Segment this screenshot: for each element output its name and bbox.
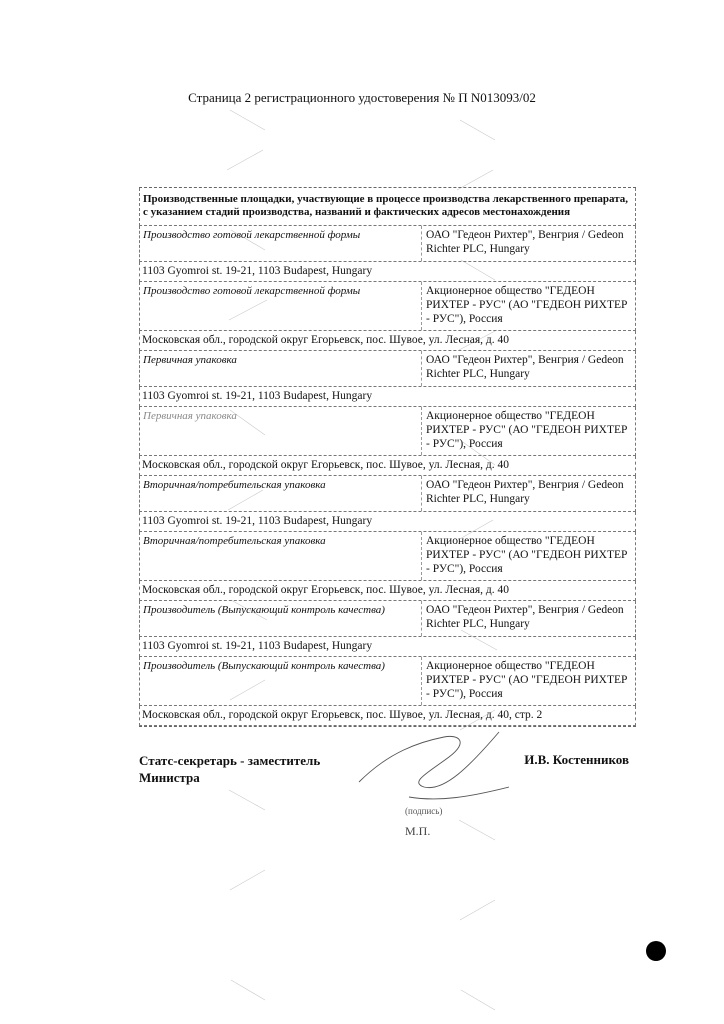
company-cell: Акционерное общество "ГЕДЕОН РИХТЕР - РУС" (АО "ГЕДЕОН РИХТЕР - РУС"), Россия (421, 532, 635, 580)
stage-cell: Производитель (Выпускающий контроль качества) (143, 604, 385, 616)
black-dot-mark (646, 941, 666, 961)
signatory-position (139, 752, 329, 786)
table-row (139, 351, 636, 387)
page-header: Страница 2 регистрационного удостоверения № П N013093/02 (188, 90, 536, 105)
address-row: Московская обл., городской округ Егорьевск, пос. Шувое, ул. Лесная, д. 40 (139, 581, 636, 601)
address-row: Московская обл., городской округ Егорьевск, пос. Шувое, ул. Лесная, д. 40 (139, 456, 636, 476)
table-row (139, 476, 636, 512)
table-row (139, 532, 636, 581)
company-cell: ОАО "Гедеон Рихтер", Венгрия / Gedeon Richter PLC, Hungary (421, 226, 635, 261)
signature-caption: (подпись) (405, 806, 443, 816)
stage-cell: Первичная упаковка (143, 410, 237, 422)
production-sites-table (139, 187, 636, 727)
stage-cell: Вторичная/потребительская упаковка (143, 479, 326, 491)
address-row: 1103 Gyomroi st. 19-21, 1103 Budapest, Hungary (139, 512, 636, 532)
scan-noise-strip-left (225, 90, 270, 1020)
table-row (139, 407, 636, 456)
company-cell: Акционерное общество "ГЕДЕОН РИХТЕР - РУС" (АО "ГЕДЕОН РИХТЕР - РУС"), Россия (421, 282, 635, 330)
stage-cell: Первичная упаковка (143, 354, 237, 366)
table-row (139, 226, 636, 262)
stage-cell: Вторичная/потребительская упаковка (143, 535, 326, 547)
company-cell: ОАО "Гедеон Рихтер", Венгрия / Gedeon Richter PLC, Hungary (421, 476, 635, 511)
company-cell: ОАО "Гедеон Рихтер", Венгрия / Gedeon Richter PLC, Hungary (421, 601, 635, 636)
company-cell: Акционерное общество "ГЕДЕОН РИХТЕР - РУС" (АО "ГЕДЕОН РИХТЕР - РУС"), Россия (421, 657, 635, 705)
stage-cell: Производитель (Выпускающий контроль качества) (143, 660, 385, 672)
stamp-label: М.П. (405, 824, 431, 838)
address-row: 1103 Gyomroi st. 19-21, 1103 Budapest, Hungary (139, 387, 636, 407)
address-row: 1103 Gyomroi st. 19-21, 1103 Budapest, Hungary (139, 262, 636, 282)
address-row: Московская обл., городской округ Егорьевск, пос. Шувое, ул. Лесная, д. 40 (139, 331, 636, 351)
company-cell: ОАО "Гедеон Рихтер", Венгрия / Gedeon Richter PLC, Hungary (421, 351, 635, 386)
table-caption: Производственные площадки, участвующие в процессе производства лекарственного препарата, с указанием стадий производства, названий и фактических адресов местонахождения (139, 188, 636, 226)
signatory-position-text: Статс-секретарь - заместитель Министра (139, 753, 321, 785)
table-row (139, 601, 636, 637)
table-row (139, 282, 636, 331)
signatory-name: И.В. Костенников (524, 752, 629, 767)
address-row: 1103 Gyomroi st. 19-21, 1103 Budapest, Hungary (139, 637, 636, 657)
stage-cell: Производство готовой лекарственной формы (143, 285, 361, 297)
table-row (139, 657, 636, 706)
stage-cell: Производство готовой лекарственной формы (143, 229, 361, 241)
address-row: Московская обл., городской округ Егорьевск, пос. Шувое, ул. Лесная, д. 40, стр. 2 (139, 706, 636, 726)
company-cell: Акционерное общество "ГЕДЕОН РИХТЕР - РУС" (АО "ГЕДЕОН РИХТЕР - РУС"), Россия (421, 407, 635, 455)
scan-noise-strip-right (455, 90, 500, 1020)
